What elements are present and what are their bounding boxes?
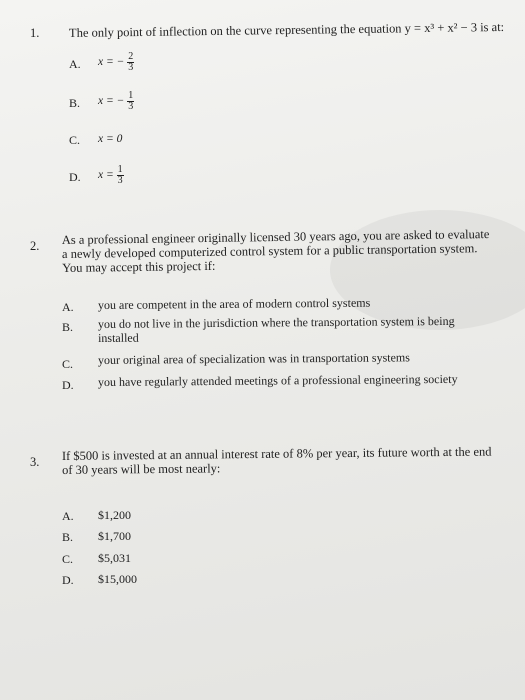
q2-option-a-text: you are competent in the area of modern control systems <box>97 295 371 312</box>
q2-option-d-text: you have regularly attended meetings of a professional engineering society <box>97 371 458 389</box>
q1-option-b-letter: B. <box>69 96 81 110</box>
q2-option-c-text: your original area of specialization was in transportation systems <box>97 350 410 367</box>
q1-option-a-fraction: $\frac{2}{3}$ <box>128 51 134 73</box>
q3-option-a-text: $1,200 <box>98 508 131 522</box>
q1-option-b-fraction: $\frac{1}{3}$ <box>128 90 134 112</box>
question-2-stem: As a professional engineer originally licensed 30 years ago, you are asked to evaluate a newly developed computerized control system for a public transportation system. You may accept this project if: <box>61 227 490 275</box>
q1-option-d-letter: D. <box>69 170 81 184</box>
q1-option-c-value: x = 0 <box>98 133 123 145</box>
q1-option-a-value: x = − $\frac{2}{3}$ <box>98 51 134 73</box>
q1-option-a-letter: A. <box>69 57 81 71</box>
q2-option-c-letter: C. <box>62 357 74 371</box>
q2-option-a-letter: A. <box>62 300 74 314</box>
q2-option-b-text: you do not live in the jurisdiction where the transportation system is being installed <box>97 313 455 345</box>
question-2-number: 2. <box>30 239 40 253</box>
q3-option-b-letter: B. <box>62 530 74 544</box>
q2-option-d-letter: D. <box>62 378 74 392</box>
q1-option-c-letter: C. <box>69 133 81 147</box>
q3-option-d-letter: D. <box>62 573 74 587</box>
q3-option-a-letter: A. <box>62 509 74 523</box>
q3-option-c-text: $5,031 <box>98 551 131 565</box>
q1-option-b-value: x = − $\frac{1}{3}$ <box>98 90 134 112</box>
question-3-number: 3. <box>30 455 40 469</box>
q1-option-d-value: x = $\frac{1}{3}$ <box>98 164 123 186</box>
q3-option-c-letter: C. <box>62 552 74 566</box>
question-1-stem: The only point of inflection on the curve representing the equation y = x³ + x² − 3 is at: <box>68 19 505 40</box>
question-3-stem: If $500 is invested at an annual interest rate of 8% per year, its future worth at the end of 30 years will be most nearly: <box>61 444 492 477</box>
q1-option-d-fraction: $\frac{1}{3}$ <box>117 164 123 186</box>
question-1-number: 1. <box>30 26 40 40</box>
q2-option-b-letter: B. <box>62 320 74 334</box>
q3-option-d-text: $15,000 <box>98 572 137 586</box>
q3-option-b-text: $1,700 <box>98 529 131 543</box>
